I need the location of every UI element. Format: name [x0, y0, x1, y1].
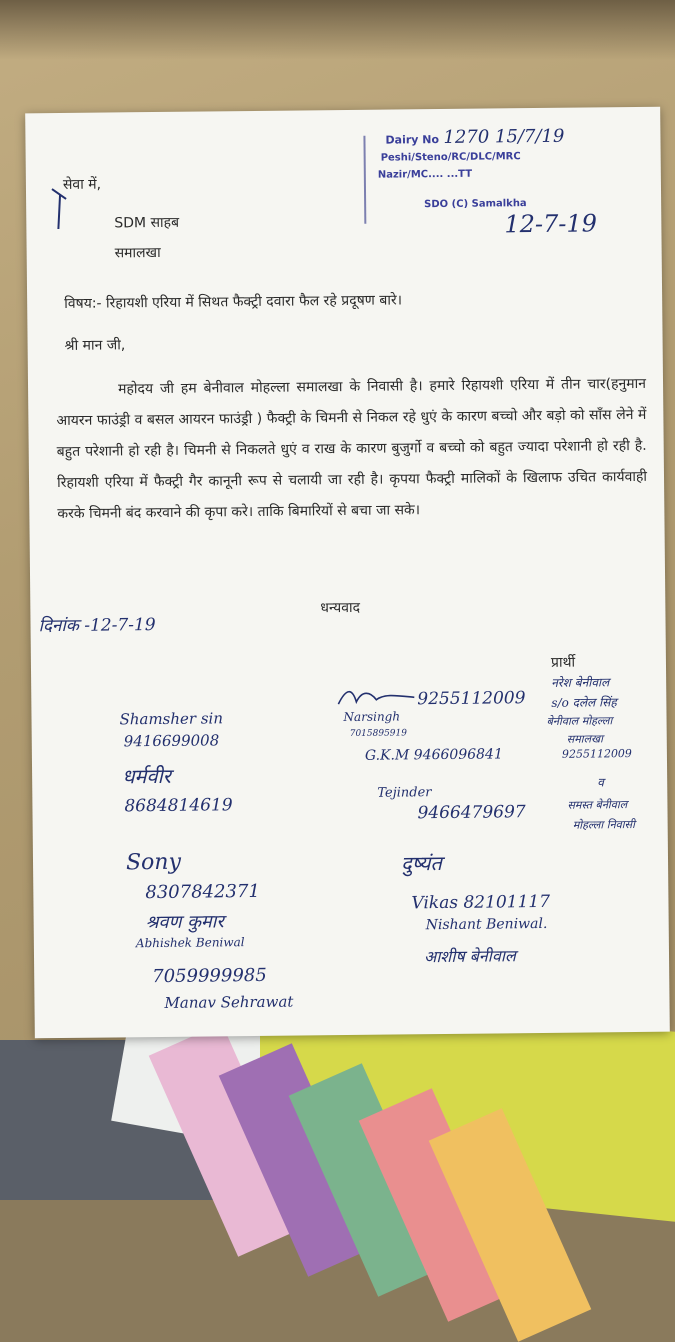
letter-date: दिनांक -12-7-19: [38, 615, 156, 637]
applicant-and: व: [597, 775, 604, 790]
applicant-town: समालखा: [566, 732, 603, 746]
phone-left-3: 8307842371: [145, 880, 260, 904]
phone-left-1: 9416699008: [123, 731, 220, 751]
stamp-diary-value: 1270 15/7/19: [443, 125, 565, 148]
phone-right-2: 7015895919: [349, 728, 408, 739]
phone-left-2: 8684814619: [124, 795, 233, 817]
signature-left-6: Manav Sehrawat: [164, 992, 294, 1012]
addressee-place: समालखा: [114, 244, 161, 262]
applicant-locality: बेनीवाल मोहल्ला: [546, 714, 613, 728]
subject-line: विषय:- रिहायशी एरिया में सिथत फैक्ट्री दवारा फैल रहे प्रदूषण बारे।: [64, 292, 403, 312]
signature-right-4: दुष्यंत: [400, 851, 442, 876]
signature-right-1: Narsingh: [343, 709, 401, 725]
phone-right-1: 9255112009: [417, 688, 526, 710]
applicant-residents: मोहल्ला निवासी: [572, 818, 635, 832]
greeting: श्री मान जी,: [64, 337, 126, 354]
stamp-border: [363, 136, 366, 224]
signature-right-12: आशीष बेनीवाल: [423, 946, 516, 967]
addressee: SDM साहब: [114, 214, 180, 232]
letter-document: [25, 107, 670, 1039]
stamp-sdo: SDO (C) Samalkha: [424, 198, 527, 211]
thanks: धन्यवाद: [320, 599, 361, 617]
stamp-line-2: Peshi/Steno/RC/DLC/MRC: [380, 151, 521, 164]
letter-body: महोदय जी हम बेनीवाल मोहल्ला समालखा के निवासी है। हमारे रिहायशी एरिया में तीन चार(हनुमान आयरन फाउंड्री व बसल आयरन फाउंड्री ) फैक्ट्री के चिमनी से निकल रहे धुएं के कारण बच्चो और बड़ो को साँस लेने में बहुत परेशानी हो रही है। चिमनी से निकलते धुएं व राख के कारण बुजुर्गो व बच्चो को बहुत ज्यादा परेशानी हो रही है. रिहायशी एरिया में फैक्ट्री गैर कानूनी रूप से चलायी जा रही है। कृपया फैक्ट्री मालिकों के खिलाफ उचित कार्यवाही करके चिमनी बंद करवाने की कृपा करे। ताकि बिमारियों से बचा जा सके।: [56, 375, 648, 523]
signature-right-5: Vikas 82101117: [411, 891, 551, 914]
signature-left-3: Sony: [125, 849, 182, 876]
signature-right-2: G.K.M 9466096841: [364, 746, 503, 764]
top-shadow: [0, 0, 675, 60]
salutation-to: सेवा में,: [62, 176, 102, 193]
stamp-date: 12-7-19: [504, 209, 598, 239]
stamp-line-3: Nazir/MC.... ...TT: [377, 168, 473, 181]
signature-right-6: Nishant Beniwal.: [425, 915, 548, 934]
stamp-diary-label: Dairy No: [385, 133, 440, 147]
applicant-phone: 9255112009: [561, 747, 632, 761]
signature-right-3: Tejinder: [377, 785, 432, 801]
signature-left-1: Shamsher sin: [119, 709, 224, 729]
signature-left-4: श्रवण कुमार: [145, 911, 224, 934]
applicant-all-residents: समस्त बेनीवाल: [567, 798, 628, 812]
phone-right-3: 9466479697: [417, 802, 526, 824]
applicant-father: s/o दलेल सिंह: [551, 695, 617, 710]
signature-left-2: धर्मवीर: [121, 763, 171, 789]
phone-left-4: 7059999985: [152, 964, 267, 988]
scribble-signature-icon: [336, 685, 416, 708]
signature-left-5: Abhishek Beniwal: [135, 935, 245, 951]
applicant-name: नरेश बेनीवाल: [551, 675, 610, 690]
applicant-label: प्रार्थी: [550, 654, 576, 671]
